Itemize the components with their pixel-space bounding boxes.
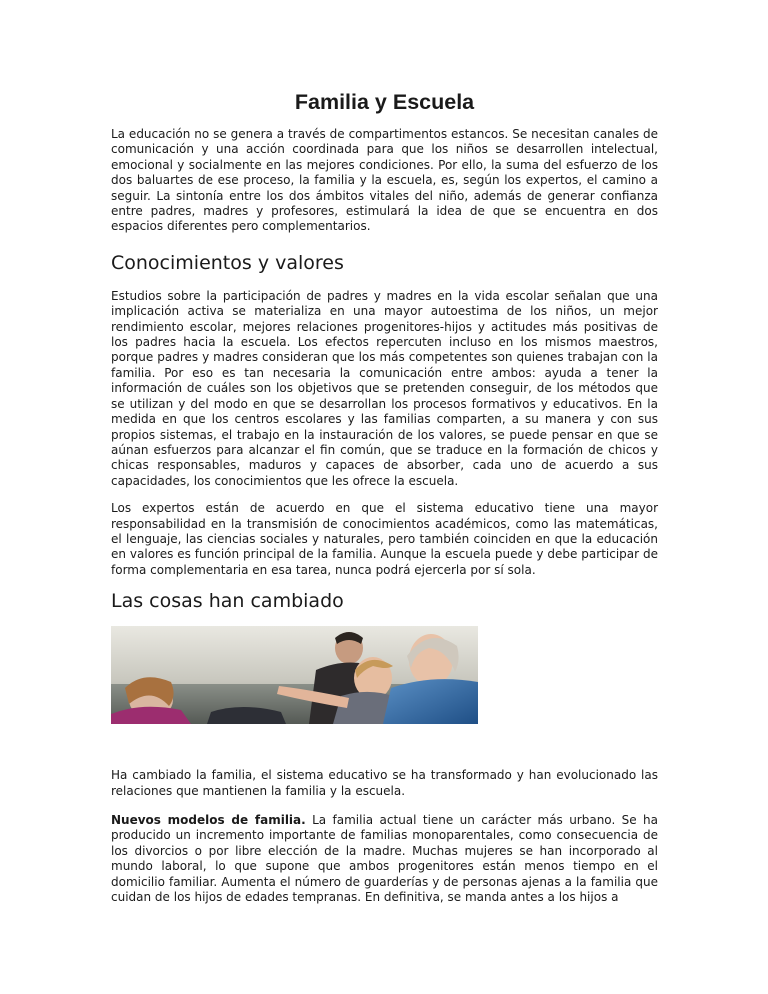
section2-paragraph-1: Ha cambiado la familia, el sistema educativo se ha transformado y han evolucionado las relaciones que mantienen la familia y la escuela. bbox=[111, 768, 658, 798]
family-photo-image bbox=[111, 626, 478, 724]
document-body bbox=[111, 0, 658, 905]
family-photo bbox=[111, 626, 478, 724]
section2-paragraph-2 bbox=[111, 813, 658, 905]
intro-paragraph: La educación no se genera a través de compartimentos estancos. Se necesitan canales de comunicación y una acción coordinada para que los niños se desarrollen intelectual, emocional y socialmente en las mejores condiciones. Por ello, la suma del esfuerzo de los dos baluartes de ese proceso, la familia y la escuela, es, según los expertos, el camino a seguir. La sintonía entre los dos ámbitos vitales del niño, además de generar confianza entre padres, madres y profesores, estimulará la idea de que se encuentra en dos espacios diferentes pero complementarios. bbox=[111, 127, 658, 234]
section-heading-cosas-cambiado: Las cosas han cambiado bbox=[111, 590, 344, 613]
section-heading-conocimientos: Conocimientos y valores bbox=[111, 251, 344, 274]
paragraph-lead-phrase: Nuevos modelos de familia. bbox=[111, 812, 306, 827]
document-title: Familia y Escuela bbox=[294, 90, 475, 114]
paragraph-body-text: La familia actual tiene un carácter más urbano. Se ha producido un incremento importante de familias monoparentales, como consecuencia de los divorcios o por libre elección de la madre. Muchas mujeres se han incorporado al mundo laboral, lo que supone que ambos progenitores están menos tiempo en el domicilio familiar. Aumenta el número de guarderías y de personas ajenas a la familia que cuidan de los hijos de edades tempranas. En definitiva, se manda antes a los hijos a bbox=[111, 812, 658, 904]
section1-paragraph-2: Los expertos están de acuerdo en que el sistema educativo tiene una mayor responsabilidad en la transmisión de conocimientos académicos, como las matemáticas, el lenguaje, las ciencias sociales y naturales, pero también coinciden en que la educación en valores es función principal de la familia. Aunque la escuela puede y debe participar de forma complementaria en esa tarea, nunca podrá ejercerla por sí sola. bbox=[111, 501, 658, 577]
section1-paragraph-1: Estudios sobre la participación de padres y madres en la vida escolar señalan que una implicación activa se materializa en una mayor autoestima de los niños, un mejor rendimiento escolar, mejores relaciones progenitores-hijos y actitudes más positivas de los padres hacia la escuela. Los efectos repercuten incluso en los mismos maestros, porque padres y madres consideran que los más competentes son quienes trabajan con la familia. Por eso es tan necesaria la comunicación entre ambos: ayuda a tener la información de cuáles son los objetivos que se pretenden conseguir, de los métodos que se utilizan y del modo en que se desarrollan los procesos formativos y educativos. En la medida en que los centros escolares y las familias comparten, a su manera y con sus propios sistemas, el trabajo en la instauración de los valores, se puede pensar en que se aúnan esfuerzos para alcanzar el fin común, que se traduce en la formación de chicos y chicas responsables, maduros y capaces de absorber, cada uno de acuerdo a sus capacidades, los conocimientos que les ofrece la escuela. bbox=[111, 288, 658, 488]
